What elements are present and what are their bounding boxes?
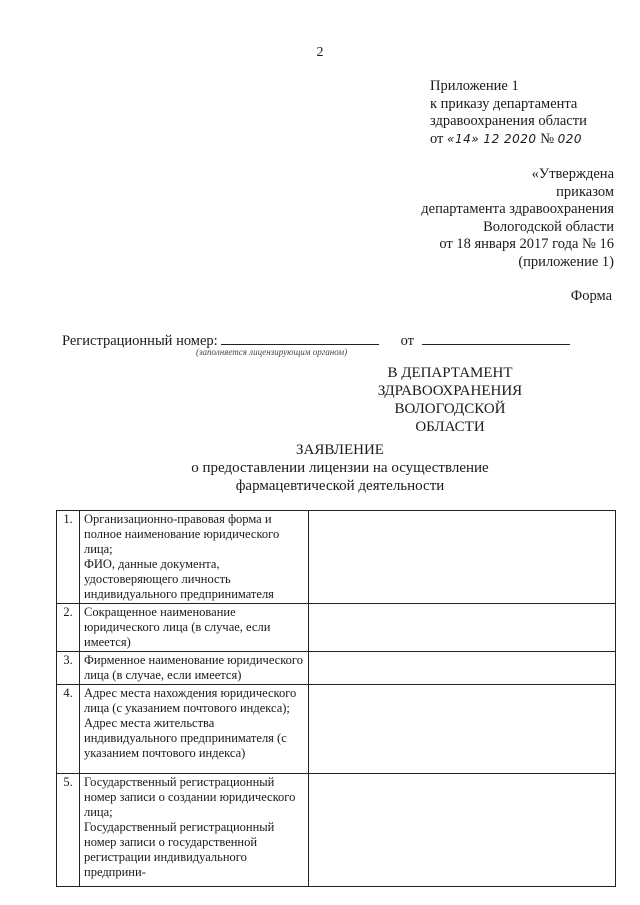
addressee-block: [360, 364, 540, 436]
row-value-cell[interactable]: [309, 604, 616, 652]
appendix-line-2: к приказу департамента: [430, 95, 578, 112]
row-description: [80, 604, 309, 652]
table-row: [57, 652, 616, 685]
application-table: [56, 510, 616, 887]
row-value-cell[interactable]: [309, 511, 616, 604]
registration-date-blank[interactable]: [422, 331, 570, 345]
approval-block: [334, 166, 614, 271]
table-row: [57, 604, 616, 652]
row-value-cell[interactable]: [309, 652, 616, 685]
row-value-cell[interactable]: [309, 774, 616, 887]
row-description-part: Адрес места жительства индивидуального предпринимателя (с указанием почтового индекса): [84, 716, 287, 760]
registration-label: Регистрационный номер:: [62, 333, 218, 349]
approval-line-5: от 18 января 2017 года № 16: [439, 236, 614, 252]
approval-line-3: департамента здравоохранения: [421, 201, 614, 217]
approval-line-6: (приложение 1): [518, 253, 614, 270]
title-line-2: о предоставлении лицензии на осуществление: [191, 460, 489, 476]
approval-line-2: приказом: [556, 183, 614, 200]
document-title: [0, 441, 640, 495]
appendix-number-sign: №: [540, 130, 555, 147]
title-line-3: фармацевтической деятельности: [235, 478, 445, 494]
table-row: [57, 774, 616, 887]
appendix-number-handwritten: 020: [557, 131, 583, 146]
row-value-cell[interactable]: [309, 685, 616, 774]
registration-hint: (заполняется лицензирующим органом): [196, 347, 348, 357]
row-description-part: Организационно-правовая форма и полное наименование юридического лица;: [84, 512, 280, 556]
row-description-part: Адрес места нахождения юридического лица (с указанием почтового индекса);: [84, 686, 297, 715]
form-label: Форма: [570, 288, 612, 304]
appendix-block: [430, 78, 640, 148]
row-number: 1.: [57, 511, 80, 604]
row-description-part: Государственный регистрационный номер записи о создании юридического лица;: [84, 775, 296, 819]
row-description-part: ФИО, данные документа, удостоверяющего личность индивидуального предпринимателя: [84, 557, 274, 601]
row-description: [80, 685, 309, 774]
appendix-line-1: Приложение 1: [430, 78, 519, 94]
title-line-1: ЗАЯВЛЕНИЕ: [296, 442, 384, 458]
row-description-part: Сокращенное наименование юридического лица (в случае, если имеется): [84, 605, 271, 649]
registration-number-blank[interactable]: [221, 331, 379, 345]
approval-line-1: «Утверждена: [531, 166, 614, 182]
addressee-line-2: ЗДРАВООХРАНЕНИЯ: [377, 383, 523, 399]
appendix-date-handwritten: «14» 12 2020: [447, 131, 537, 146]
row-number: 3.: [57, 652, 80, 685]
row-number: 4.: [57, 685, 80, 774]
appendix-line-3: здравоохранения области: [430, 113, 587, 129]
row-description: [80, 652, 309, 685]
addressee-line-4: ОБЛАСТИ: [415, 419, 485, 435]
row-description: [80, 774, 309, 887]
approval-line-4: Вологодской области: [483, 218, 614, 235]
page-number: 2: [316, 45, 324, 60]
row-description-part: Государственный регистрационный номер записи о государственной регистрации индивидуального предприни-: [84, 820, 275, 879]
appendix-date-line: [430, 131, 640, 149]
appendix-date-prefix: от: [430, 130, 444, 147]
table-row: [57, 685, 616, 774]
addressee-line-3: ВОЛОГОДСКОЙ: [394, 401, 506, 417]
row-number: 2.: [57, 604, 80, 652]
registration-from-label: от: [400, 333, 414, 349]
addressee-line-1: В ДЕПАРТАМЕНТ: [387, 365, 513, 381]
row-description-part: Фирменное наименование юридического лица (в случае, если имеется): [84, 653, 303, 682]
row-number: 5.: [57, 774, 80, 887]
table-row: [57, 511, 616, 604]
row-description: [80, 511, 309, 604]
